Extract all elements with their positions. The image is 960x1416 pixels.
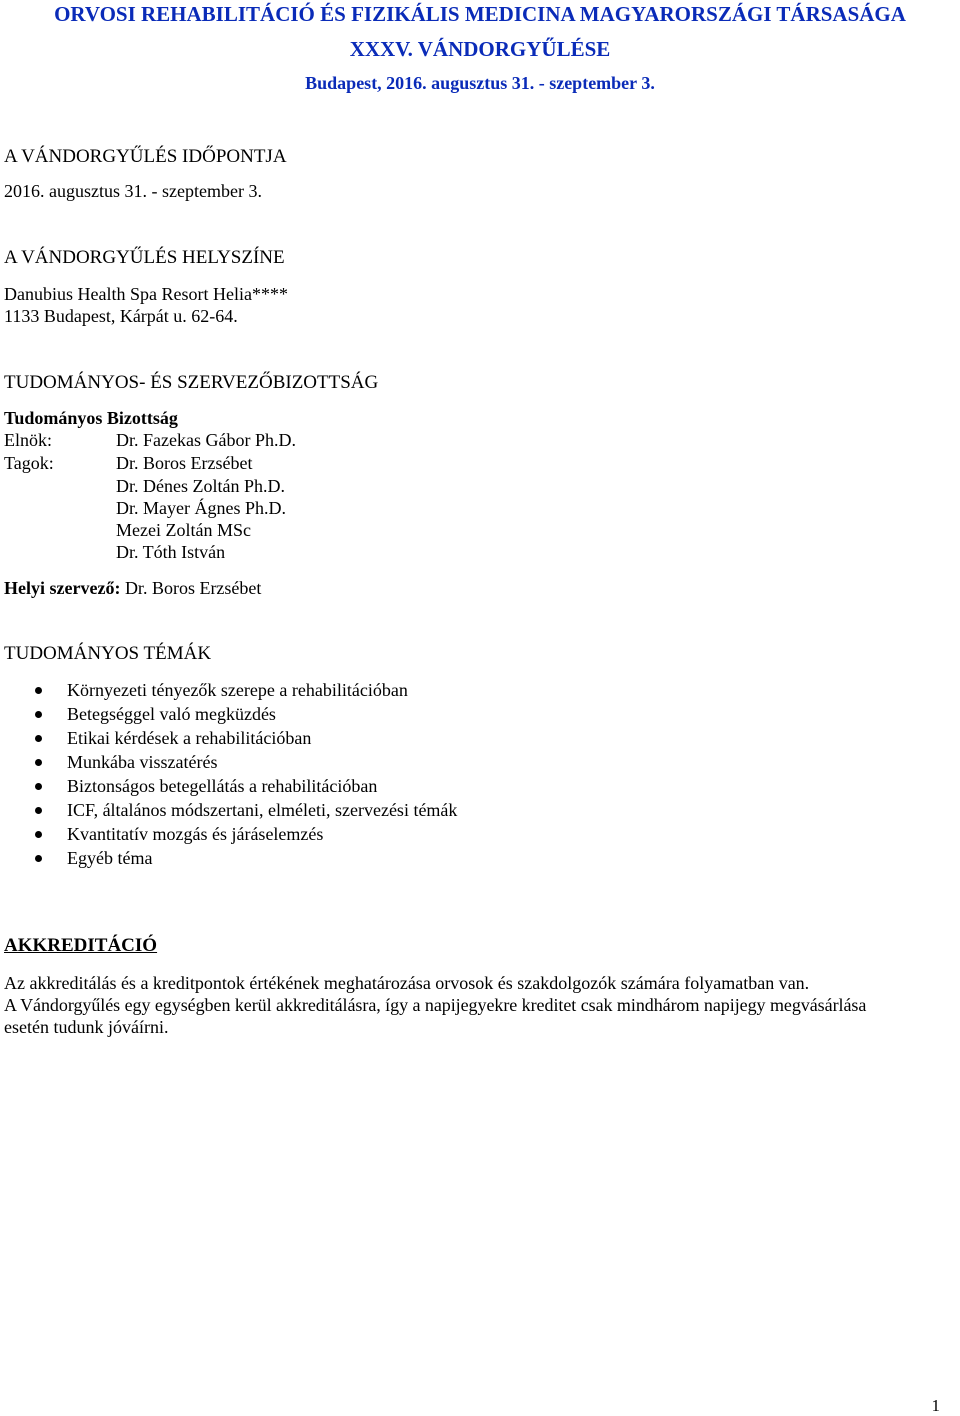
- time-section-value: 2016. augusztus 31. - szeptember 3.: [4, 181, 262, 201]
- topic-item: Biztonságos betegellátás a rehabilitációban: [67, 776, 378, 796]
- bullet-icon: [35, 807, 42, 814]
- header-event: XXXV. VÁNDORGYŰLÉSE: [349, 37, 611, 61]
- topic-item: Betegséggel való megküzdés: [67, 704, 276, 724]
- accreditation-section-title: AKKREDITÁCIÓ: [4, 935, 158, 956]
- bullet-icon: [35, 735, 42, 742]
- committee-subtitle: Tudományos Bizottság: [4, 408, 178, 428]
- local-organizer-label: Helyi szervező:: [4, 578, 121, 598]
- chair-label: Elnök:: [4, 430, 52, 450]
- topic-item: Munkába visszatérés: [67, 752, 218, 772]
- header-org: ORVOSI REHABILITÁCIÓ ÉS FIZIKÁLIS MEDICINA MAGYARORSZÁGI TÁRSASÁGA: [54, 2, 906, 26]
- members-label: Tagok:: [4, 453, 54, 473]
- chair-name: Dr. Fazekas Gábor Ph.D.: [116, 430, 296, 450]
- venue-section-title: A VÁNDORGYŰLÉS HELYSZÍNE: [4, 247, 285, 268]
- accreditation-line: esetén tudunk jóváírni.: [4, 1017, 169, 1037]
- member-item: Dr. Tóth István: [116, 542, 226, 562]
- time-section-title: A VÁNDORGYŰLÉS IDŐPONTJA: [4, 146, 287, 167]
- venue-name: Danubius Health Spa Resort Helia****: [4, 284, 288, 304]
- member-item: Mezei Zoltán MSc: [116, 520, 251, 540]
- topic-item: Etikai kérdések a rehabilitációban: [67, 728, 312, 748]
- topic-item: ICF, általános módszertani, elméleti, szervezési témák: [67, 800, 458, 820]
- bullet-icon: [35, 711, 42, 718]
- topics-section-title: TUDOMÁNYOS TÉMÁK: [4, 643, 212, 664]
- member-item: Dr. Mayer Ágnes Ph.D.: [116, 498, 286, 518]
- topic-item: Környezeti tényezők szerepe a rehabilitációban: [67, 680, 408, 700]
- bullet-icon: [35, 855, 42, 862]
- accreditation-line: A Vándorgyűlés egy egységben kerül akkreditálásra, így a napijegyekre kreditet csak mindhárom napijegy megvásárlása: [4, 995, 867, 1015]
- topic-item: Kvantitatív mozgás és járáselemzés: [67, 824, 324, 844]
- header-location-date: Budapest, 2016. augusztus 31. - szeptember 3.: [305, 73, 655, 93]
- member-item: Dr. Boros Erzsébet: [116, 453, 253, 473]
- accreditation-line: Az akkreditálás és a kreditpontok értékének meghatározása orvosok és szakdolgozók számára folyamatban van.: [4, 973, 810, 993]
- page-number: 1: [931, 1396, 940, 1415]
- member-item: Dr. Dénes Zoltán Ph.D.: [116, 476, 285, 496]
- bullet-icon: [35, 759, 42, 766]
- bullet-icon: [35, 783, 42, 790]
- committee-section-title: TUDOMÁNYOS- ÉS SZERVEZŐBIZOTTSÁG: [4, 372, 379, 393]
- topic-item: Egyéb téma: [67, 848, 153, 868]
- bullet-icon: [35, 687, 42, 694]
- local-organizer-name: Dr. Boros Erzsébet: [124, 578, 262, 598]
- local-organizer: [4, 577, 261, 599]
- bullet-icon: [35, 831, 42, 838]
- venue-address: 1133 Budapest, Kárpát u. 62-64.: [4, 306, 238, 326]
